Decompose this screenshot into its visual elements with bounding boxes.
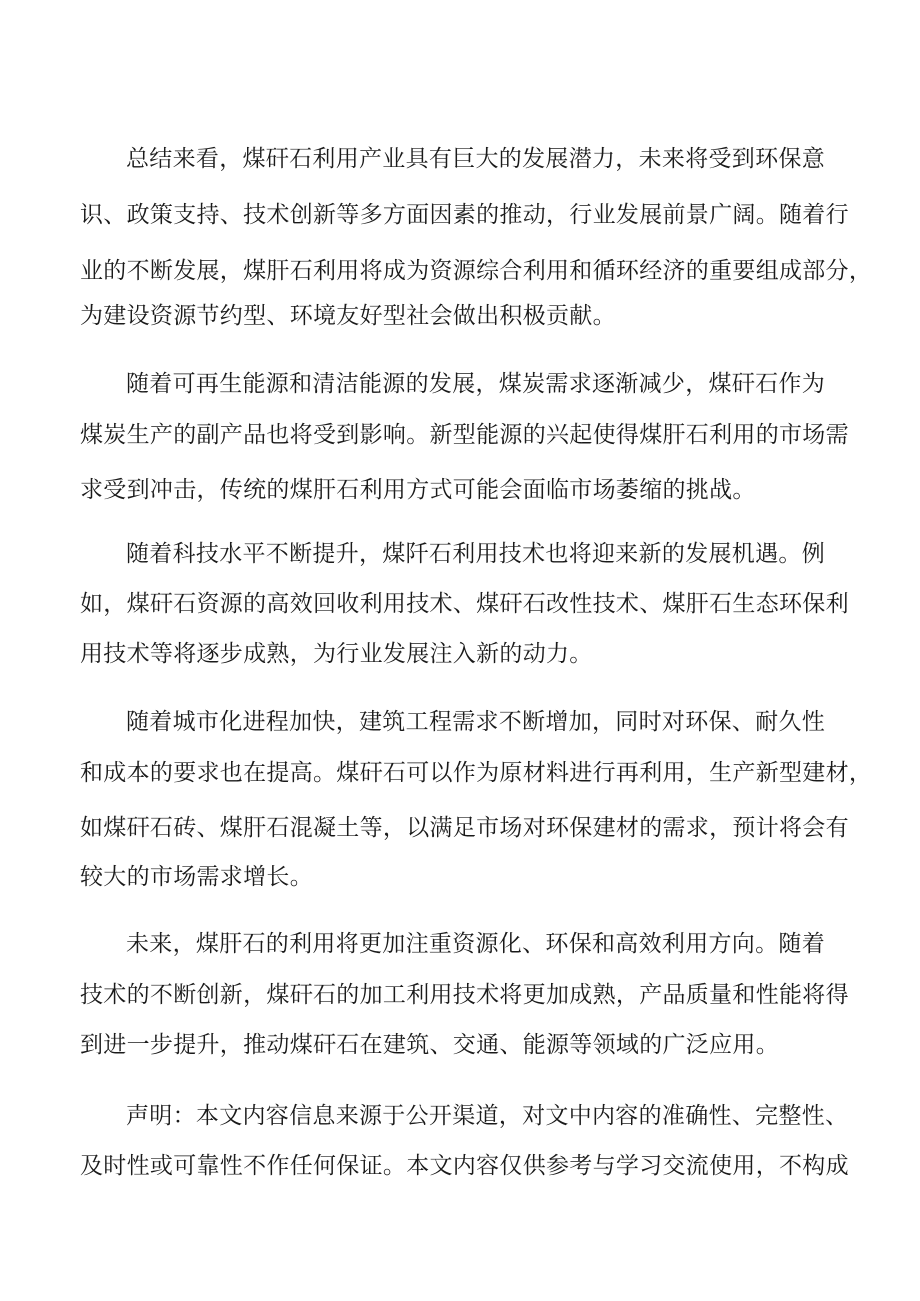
paragraph-2-line-2: 煤炭生产的副产品也将受到影响。新型能源的兴起使得煤肝石利用的市场需 — [80, 422, 849, 448]
paragraph-1-line-2: 识、政策支持、技术创新等多方面因素的推动，行业发展前景广阔。随着行 — [80, 202, 849, 228]
paragraph-5-line-2: 技术的不断创新，煤矸石的加工利用技术将更加成熟，产品质量和性能将得 — [80, 982, 849, 1008]
paragraph-4-line-1: 随着城市化进程加快，建筑工程需求不断增加，同时对环保、耐久性 — [126, 709, 825, 735]
paragraph-2-line-1: 随着可再生能源和清洁能源的发展，煤炭需求逐渐减少，煤矸石作为 — [126, 371, 825, 397]
paragraph-1-line-3: 业的不断发展，煤肝石利用将成为资源综合利用和循环经济的重要组成部分， — [80, 258, 873, 284]
paragraph-6-line-2: 及时性或可靠性不作任何保证。本文内容仅供参考与学习交流使用，不构成 — [80, 1153, 849, 1179]
paragraph-3-line-3: 用技术等将逐步成熟，为行业发展注入新的动力。 — [80, 641, 593, 667]
paragraph-4-line-2: 和成本的要求也在提高。煤矸石可以作为原材料进行再利用，生产新型建材， — [80, 760, 873, 786]
paragraph-5-line-3: 到进一步提升，推动煤矸石在建筑、交通、能源等领域的广泛应用。 — [80, 1032, 779, 1058]
paragraph-1-line-1: 总结来看，煤矸石利用产业具有巨大的发展潜力，未来将受到环保意 — [126, 146, 825, 172]
paragraph-4-line-3: 如煤矸石砖、煤肝石混凝土等，以满足市场对环保建材的需求，预计将会有 — [80, 815, 849, 841]
paragraph-6-line-1: 声明：本文内容信息来源于公开渠道，对文中内容的准确性、完整性、 — [126, 1103, 849, 1129]
paragraph-3-line-1: 随着科技水平不断提升，煤阡石利用技术也将迎来新的发展机遇。例 — [126, 541, 825, 567]
paragraph-2-line-3: 求受到冲击，传统的煤肝石利用方式可能会面临市场萎缩的挑战。 — [80, 477, 756, 503]
paragraph-4-line-4: 较大的市场需求增长。 — [80, 864, 313, 890]
paragraph-3-line-2: 如，煤矸石资源的高效回收利用技术、煤矸石改性技术、煤肝石生态环保利 — [80, 591, 849, 617]
paragraph-1-line-4: 为建设资源节约型、环境友好型社会做出积极贡献。 — [80, 303, 616, 329]
paragraph-5-line-1: 未来，煤肝石的利用将更加注重资源化、环保和高效利用方向。随着 — [126, 931, 825, 957]
